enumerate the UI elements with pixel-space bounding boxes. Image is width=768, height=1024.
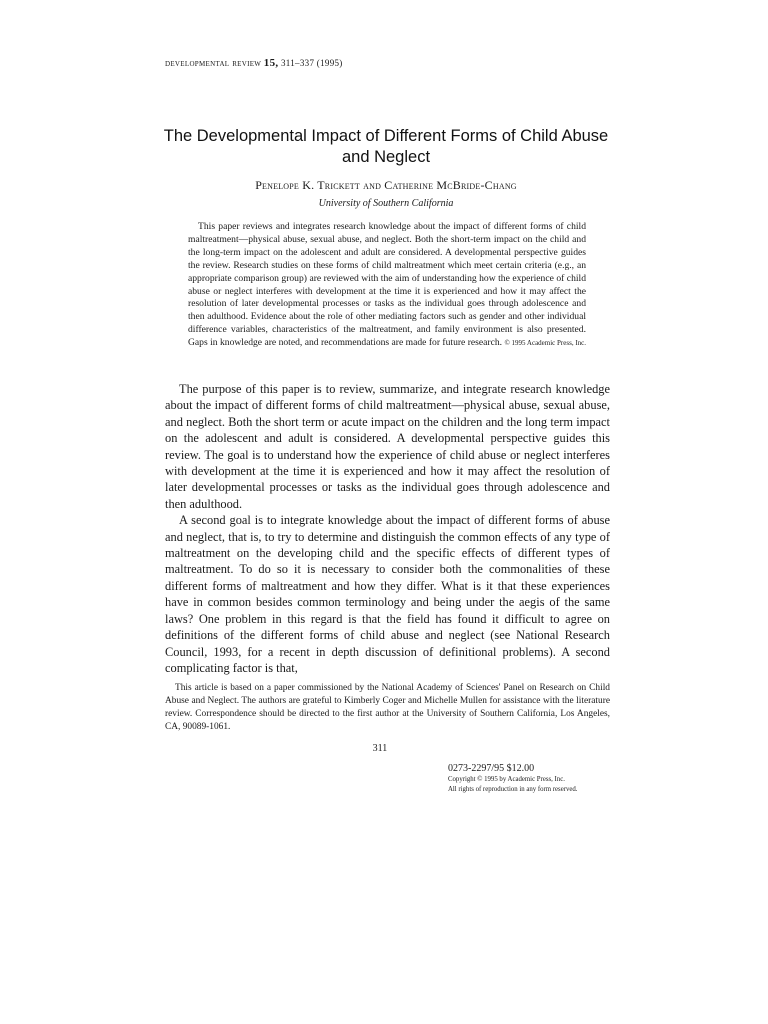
journal-volume: 15,	[263, 57, 279, 69]
author-affiliation: University of Southern California	[318, 198, 454, 209]
abstract-copyright: © 1995 Academic Press, Inc.	[504, 339, 587, 348]
abstract-text: This paper reviews and integrates research knowledge about the impact of different forms of child maltreatment—physical abuse, sexual abuse, and neglect. Both the short-term impact on the child and the long-term impact on the adolescent and adult are considered. A developmental perspective guides the review. Research studies on these forms of child maltreatment which meet certain criteria (e.g., an appropriate comparison group) are reviewed with the aim of understanding how the experience of child abuse or neglect interferes with development at the time it is experienced and how it may affect the resolution of later developmental processes or tasks as the individual goes through adolescence and then adulthood. Evidence about the role of other mediating factors such as gender and other individual difference variables, characteristics of the maltreatment, and family environment is also presented. Gaps in knowledge are noted, and recommendations are made for future research.	[188, 221, 586, 349]
running-head	[165, 57, 343, 69]
journal-pages-year: 311–337 (1995)	[280, 58, 343, 68]
page-number: 311	[372, 743, 388, 754]
footnote: This article is based on a paper commissioned by the National Academy of Sciences' Panel on Research on Child Abuse and Neglect. The authors are grateful to Kimberly Coger and Michelle Mullen for assistance with the literature review. Correspondence should be directed to the first author at the University of Southern California, Los Angeles, CA, 90089-1061.	[165, 683, 610, 732]
paper-authors: Penelope K. Trickett and Catherine McBride-Chang	[255, 178, 517, 192]
body-text	[165, 381, 610, 676]
issn-price: 0273-2297/95 $12.00	[448, 763, 535, 774]
publisher-info	[448, 763, 618, 794]
body-paragraph-2: A second goal is to integrate knowledge about the impact of different forms of abuse and neglect, that is, to try to determine and distinguish the common effects of any type of maltreatment on the developing child and the specific effects of different types of maltreatment. To do so it is necessary to consider both the commonalities of these different forms of maltreatment and how they differ. What is it that these experiences have in common besides common terminology and being under the aegis of the same laws? One problem in this regard is that the field has found it difficult to agree on definitions of the different forms of child abuse and neglect (see National Research Council, 1993, for a recent in depth discussion of definitional problems). A second complicating factor is that,	[165, 513, 610, 675]
paper-title: The Developmental Impact of Different Forms of Child Abuse and Neglect	[163, 127, 609, 166]
journal-name: developmental review	[165, 58, 262, 69]
publisher-copyright: Copyright © 1995 by Academic Press, Inc.	[448, 776, 565, 783]
body-paragraph-1: The purpose of this paper is to review, summarize, and integrate research knowledge about the impact of different forms of child maltreatment—physical abuse, sexual abuse, and neglect. Both the short term or acute impact on the children and the long term impact on the adolescent and adult is considered. A developmental perspective guides this review. The goal is to understand how the experience of child abuse or neglect interferes with development at the time it is experienced and how it may affect the resolution of later developmental processes or tasks as the individual goes through adolescence and then adulthood.	[165, 382, 610, 511]
publisher-rights: All rights of reproduction in any form reserved.	[448, 785, 578, 793]
abstract	[188, 221, 586, 350]
